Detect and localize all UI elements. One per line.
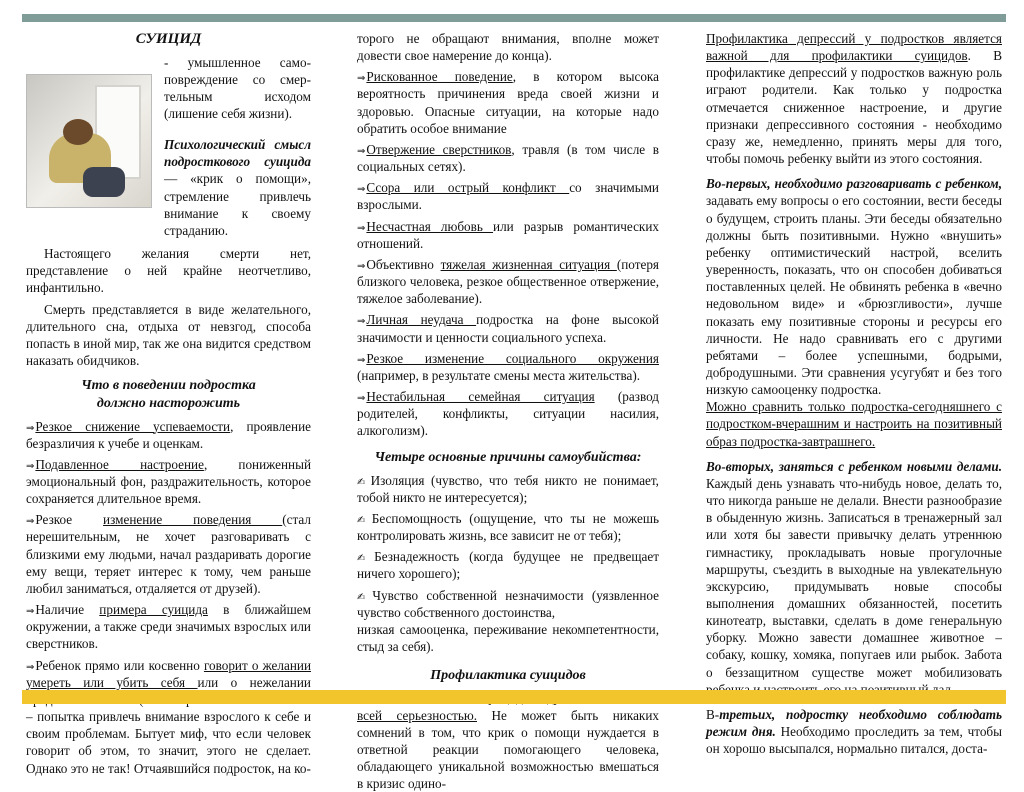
continuation-text: торого не обращают внимания, вполне может довести свое намерение до конца). — [357, 31, 659, 64]
warning-heading — [26, 377, 311, 413]
arrow-icon: ⇒ — [357, 222, 366, 234]
arrow-icon: ⇒ — [26, 661, 35, 673]
warning-item: ⇒Личная неудача подростка на фоне высокой значимости и ценности социального успеха. — [357, 312, 659, 345]
reason-item: ✍ Беспомощность (ощущение, что ты не можешь контролировать жизнь, все зависит не от тебя); — [357, 510, 659, 544]
intro-text — [164, 54, 311, 244]
teen-photo — [26, 74, 152, 208]
third-advice: В-третьих, подростку необходимо соблюдать режим дня. Необходимо проследить за тем, чтобы он хорошо высыпался, нормально питался, доста- — [706, 706, 1002, 757]
reason-item: ✍ Чувство собственной незначимости (уязвленное чувство собственного достоинства, — [357, 587, 659, 620]
warning-item: ⇒Несчастная любовь или разрыв романтических отношений. — [357, 218, 659, 251]
psych-heading: Психологический смысл подросткового суицида — [164, 137, 311, 170]
writing-hand-icon: ✍ — [357, 591, 371, 603]
intro-block — [26, 54, 311, 244]
warning-item: ⇒Подавленное настроение, пониженный эмоциональный фон, раздражительность, которое сохраняется длительное время. — [26, 456, 311, 507]
bottom-decorative-bar — [22, 690, 1006, 704]
warning-item: ⇒Ребенок прямо или косвенно говорит о желании умереть или убить себя или о нежелании – попытка привлечь внимание взрослого к себе и своим проблемам. Бытует миф, что если человек говорит об этом, то значит, этого не сделает. Однако это не так! Отчаявшийся подросток, на ко- — [26, 657, 311, 776]
arrow-icon: ⇒ — [26, 460, 35, 472]
reasons-heading: Четыре основные причины самоубийства: — [374, 450, 642, 466]
reason-item: ✍ Изоляция (чувство, что тебя никто не понимает, тобой никто не интересуется); — [357, 472, 659, 505]
arrow-icon: ⇒ — [26, 516, 35, 528]
warning-heading-line-2: должно насторожить — [96, 396, 241, 412]
definition-text: - умышленное само-повреждение со смер-тельным исходом (лишение себя жизни). — [164, 54, 311, 121]
writing-hand-icon: ✍ — [357, 476, 369, 488]
page-title: СУИЦИД — [135, 31, 202, 47]
arrow-icon: ⇒ — [357, 354, 366, 366]
arrow-icon: ⇒ — [357, 145, 366, 157]
arrow-icon: ⇒ — [357, 73, 366, 85]
arrow-icon: ⇒ — [357, 392, 366, 404]
reason-item: ✍ Безнадежность (когда будущее не предвещает ничего хорошего); — [357, 549, 659, 582]
paragraph-2: Смерть представляется в виде желательного, длительного сна, отдыха от невзгод, способа попасть в иной мир, так же она видится средством наказать обидчиков. — [26, 301, 311, 368]
warning-item: ⇒Резкое снижение успеваемости, проявление безразличия к учебе и оценкам. — [26, 418, 311, 451]
warning-heading-line-1: Что в поведении подростка — [81, 378, 256, 394]
arrow-icon: ⇒ — [357, 260, 366, 272]
column-3 — [706, 30, 1003, 757]
top-decorative-bar — [22, 14, 1006, 22]
warning-item: ⇒Нестабильная семейная ситуация (развод родителей, конфликты, ситуации насилия, алкоголизм). — [357, 388, 660, 439]
warning-item: ⇒Резкое изменение поведения (стал нерешительным, не хочет разговаривать с близкими ему людьми, начал раздаривать дорогие ему вещи, теряет интерес к тому, чем раньше любил заниматься, отдаляется от друзей). — [26, 512, 311, 596]
arrow-icon: ⇒ — [357, 316, 366, 328]
photo-figure-head — [63, 119, 93, 145]
first-advice: Во-первых, необходимо разговаривать с ребенком, задавать ему вопросы о его состоянии, вести беседы о будущем, строить планы. Эти беседы обязательно должны быть позитивными. Нужно «внушить» ребенку оптимистический настрой, вселить уверенность, показать, что он способен добиваться поставленных целей. Не обвинять ребенка в «вечно недовольном виде» и «брюзгливости», лучше показать ему позитивные стороны и ресурсы его личности. Не надо сравнивать его с другими ребятами – более успешными, бодрыми, добродушными. Эти сравнения усугубят и без того низкую самооценку подростка. — [706, 176, 1002, 398]
warning-item: ⇒Рискованное поведение, в котором высока вероятность причинения вреда своей жизни и здоровью. Опасные ситуации, на которые надо обратить особое внимание — [357, 69, 659, 136]
warning-item: ⇒Ссора или острый конфликт со значимыми взрослыми. — [357, 180, 659, 213]
writing-hand-icon: ✍ — [357, 514, 370, 526]
writing-hand-icon: ✍ — [357, 553, 373, 565]
arrow-icon: ⇒ — [357, 184, 366, 196]
depression-paragraph: Профилактика депрессий у подростков является важной для профилактики суицидов. В профилактике депрессий у подростков важную роль играют родители. Как только у подростка отмечается сниженное настроение, и другие признаки депрессивного состояния - необходимо сразу же, немедленно, принять меры для того, чтобы помочь ребенку выйти из этого состояния. — [706, 31, 1003, 167]
warning-item: ⇒Объективно тяжелая жизненная ситуация (потеря близкого человека, резкое общественное отвержение, тяжелое заболевание). — [357, 256, 659, 307]
warning-item: ⇒Отвержение сверстников, травля (в том числе в социальных сетях). — [357, 141, 659, 175]
reason-item-continuation: низкая самооценка, переживание некомпетентности, стыд за себя). — [357, 621, 659, 655]
second-advice: Во-вторых, заняться с ребенком новыми делами. Каждый день узнавать что-нибудь новое, делать то, что никогда раньше не делали. Внести разнообразие в обыденную жизнь. Записаться в тренажерный зал или хотя бы завести привычку делать утреннюю гимнастику, прокладывать новые прогулочные маршруты, съездить в выходные на увлекательную экскурсию, придумывать новые способы выполнения домашних обязанностей, посетить кинотеатр, выставки, сделать в доме генеральную уборку. Можно завести домашнее животное – собаку, кошку, хомяка, попугаев или рыбок. Забота о беззащитном существе может мобилизовать — [706, 458, 1002, 680]
compare-advice: Можно сравнить только подростка-сегодняшнего с подростком-вчерашним и настроить на позитивный образ подростка-завтрашнего. — [706, 399, 1002, 449]
psych-meaning — [164, 136, 311, 239]
arrow-icon: ⇒ — [26, 606, 35, 618]
column-2 — [357, 30, 660, 792]
warning-item: ⇒Наличие примера суицида в ближайшем окружении, а также среди значимых взрослых или сверстников. — [26, 602, 311, 652]
prevention-heading: Профилактика суицидов — [430, 668, 586, 684]
prevention-paragraph: всей серьезностью. Не может быть никаких сомнений в том, что крик о помощи нуждается в ответной реакции помогающего человека, обладающего уникальной возможностью вмешаться в кризис одино- — [357, 707, 659, 792]
warning-item: ⇒Резкое изменение социального окружения (например, в результате смены места жительства). — [357, 350, 659, 383]
photo-figure-legs — [83, 167, 125, 197]
psych-text: — «крик о помощи», стремление привлечь внимание к своему страданию. — [164, 171, 311, 238]
paragraph-1: Настоящего желания смерти нет, представление о ней крайне неотчетливо, инфантильно. — [26, 246, 311, 296]
arrow-icon: ⇒ — [26, 422, 35, 434]
column-1 — [26, 30, 311, 776]
